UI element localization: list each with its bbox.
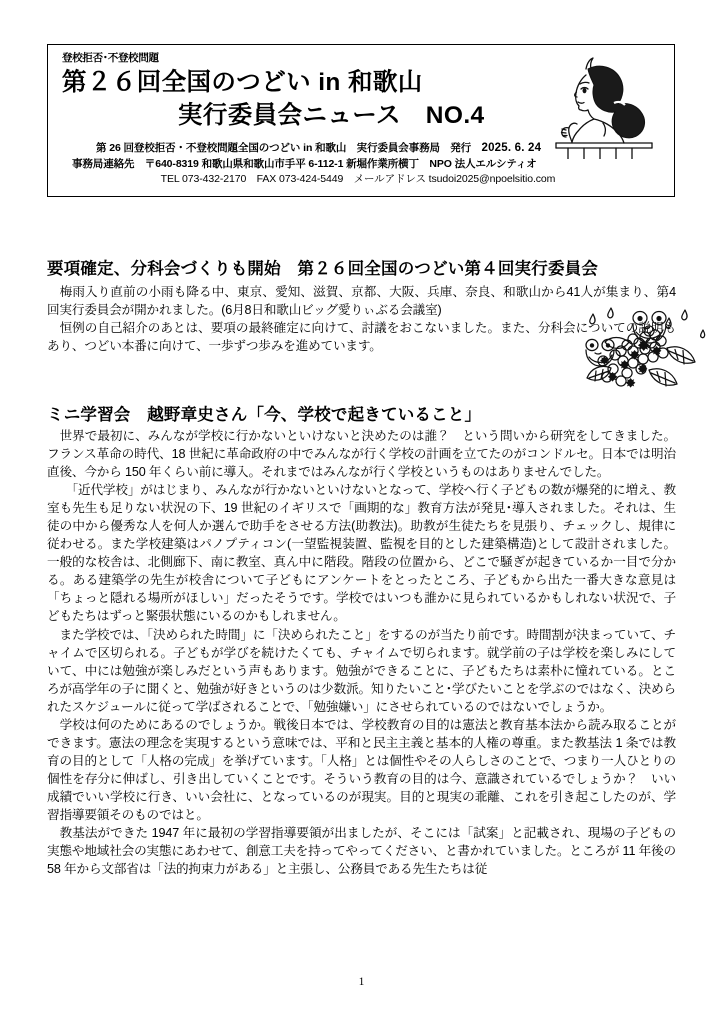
section-heading-committee-meeting: 要項確定、分科会づくりも開始 第２６回全国のつどい第４回実行委員会 — [47, 260, 599, 278]
publisher-text: 第 26 回登校拒否・不登校問題全国のつどい in 和歌山 実行委員会事務局 発行 — [96, 142, 482, 154]
paragraph: 梅雨入り直前の小雨も降る中、東京、愛知、滋賀、京都、大阪、兵庫、奈良、和歌山から41人が集まり、第4回実行委員会が開かれました。(6月8日和歌山ビッグ愛りぃぶる会議室) — [47, 285, 676, 318]
section-body-mini-study-session — [47, 427, 680, 878]
masthead-title-line-1: 第２６回全国のつどい in 和歌山 — [62, 69, 423, 96]
contact-line: TEL 073-432-2170 FAX 073-424-5449 メールアドレス tsudoi2025@npoelsitio.com — [160, 173, 556, 185]
section-body-committee-meeting — [47, 283, 676, 355]
masthead-kicker: 登校拒否･不登校問題 — [62, 52, 159, 64]
masthead-title-line-2: 実行委員会ニュース NO.4 — [178, 102, 485, 129]
masthead-box — [47, 44, 675, 197]
section-heading-mini-study-session: ミニ学習会 越野章史さん「今、学校で起きていること」 — [47, 406, 482, 424]
paragraph: 世界で最初に、みんなが学校に行かないといけないと決めたのは誰？ という問いから研究をしてきました。フランス革命の時代、18 世紀に革命政府の中でみんなが行く学校の計画を立てたのがコンドルセ。日本では明治直後、今から 150 年くらい前に導入。それまではみんなが行く学校というものはありませんでした。 — [47, 429, 676, 480]
publish-date: 2025. 6. 24 — [481, 142, 542, 154]
paragraph: 「近代学校」がはじまり、みんなが行かないといけないとなって、学校へ行く子どもの数が爆発的に増え、教室も先生も足りない状況の下、19 世紀のイギリスで「画期的な」教育方法が発見･導入されました。それは、生徒の中から優秀な人を何人か選んで助手をさせる方法(助教法)。助教が生徒たちを見張り、チェックし、規律に従わせる。また学校建築はパノプティコン(一望監視装置、監視を目的とした建築構造)として設計されました。一般的な校舎は、北側廊下、南に教室、真ん中に階段。階段の位置から、どこで騒ぎが起きているか一目で分かる。ある建築学の先生が校舎について子どもにアンケートをとったところ、子どもから出た一番大きな意見は「ちょっと隠れる場所がほしい」だったそうです。学校ではいつも誰かに見られているかもしれない状況で、子どもたちはずっと緊張状態にいるのかもしれません。 — [47, 483, 676, 624]
office-address-line: 事務局連絡先 〒640-8319 和歌山県和歌山市手平 6-112-1 新堀作業所横丁 NPO 法人エルシティオ — [72, 157, 537, 170]
paragraph: また学校では、「決められた時間」に「決められたこと」をするのが当たり前です。時間割が決まっていて、チャイムで区切られる。子どもが学びを続けたくても、チャイムで切られます。就学前の子は学校を楽しみにしていて、中には勉強が楽しみだという声もあります。勉強ができることに、子どもたちは素朴に憧れている。ところが高学年の子に聞くと、勉強が好きというのは少数派。知りたいこと･学びたいことを学ぶのではなく、決められたスケジュールに従って学ばされることで、「勉強嫌い」にさせられているのではないでしょうか。 — [47, 627, 676, 714]
masthead-meta — [60, 141, 664, 188]
publisher-line — [60, 141, 664, 157]
paragraph: 学校は何のためにあるのでしょうか。戦後日本では、学校教育の目的は憲法と教育基本法から読み取ることができます。憲法の理念を実現するという意味では、平和と民主主義と基本的人権の尊重。また教基法 1 条では教育の目的として「人格の完成」を挙げています。「人格」とは個性やその人らしさのことで、つまり一人ひとりの個性を存分に伸ばし、引き出していくことです。そういう教育の目的は今、意識されているでしょうか？ いい成績でいい学校に行き、いい会社に、となっているのが現実。目的と現実の乖離、これを引き起こしたのが、学習指導要領そのものではと。 — [47, 717, 676, 822]
page-number: 1 — [358, 976, 365, 988]
paragraph: 恒例の自己紹介のあとは、要項の最終確定に向けて、討議をおこないました。また、分科会についての説明もあり、つどい本番に向けて、一歩ずつ歩みを進めています。 — [47, 321, 676, 354]
paragraph: 教基法ができた 1947 年に最初の学習指導要領が出ましたが、そこには「試案」と記載され、現場の子どもの実態や地域社会の実態にあわせて、創意工夫を持ってやってください、と書かれていました。ところが 11 年後の 58 年から文部省は「法的拘束力がある」と主張し、公務員である先生たちは従 — [47, 826, 680, 877]
